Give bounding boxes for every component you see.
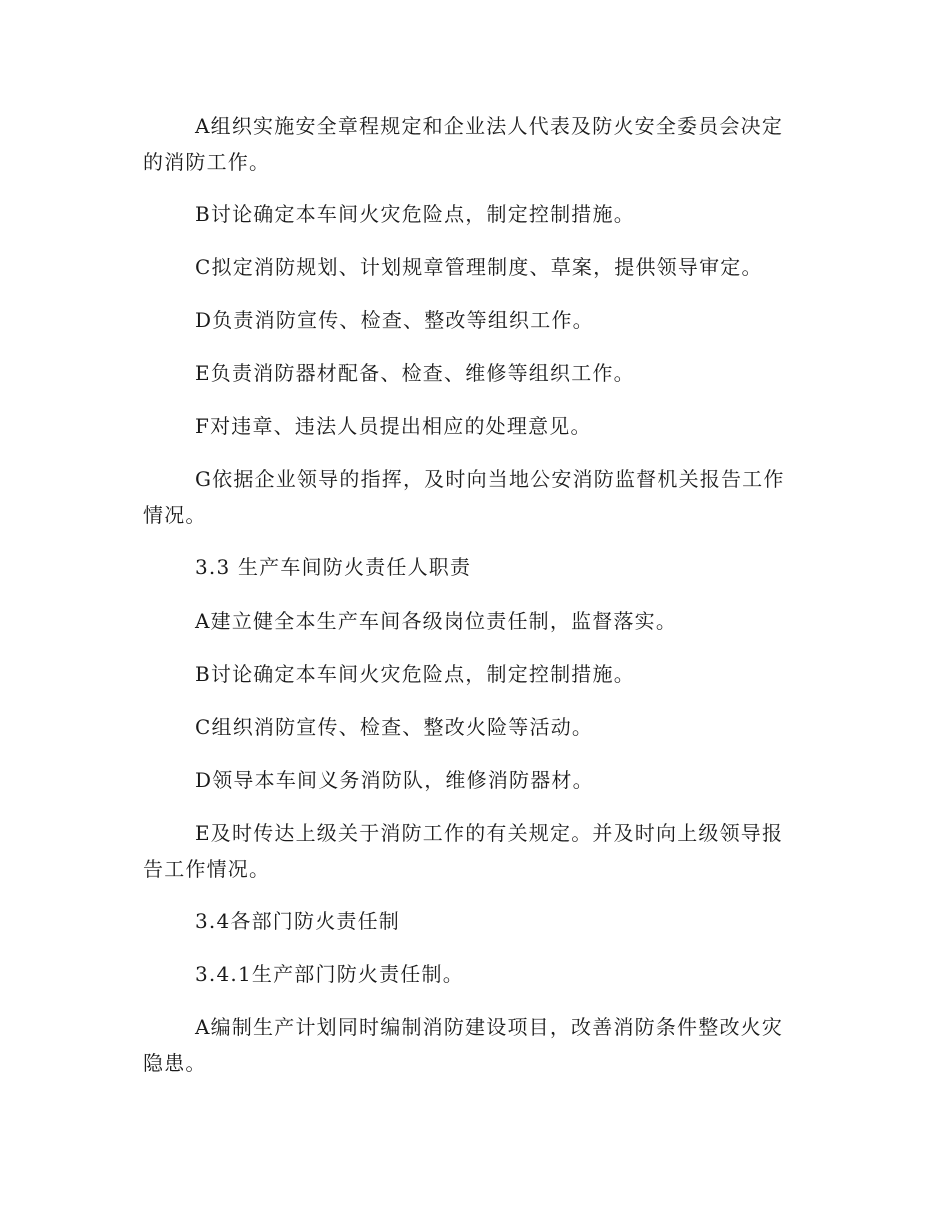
paragraph-a-organize: A组织实施安全章程规定和企业法人代表及防火安全委员会决定的消防工作。: [143, 114, 784, 174]
paragraph-d-publicity: D负责消防宣传、检查、整改等组织工作。: [195, 308, 594, 332]
paragraph-e-equipment: E负责消防器材配备、检查、维修等组织工作。: [195, 361, 635, 385]
paragraph-c-fire-plan: C拟定消防规划、计划规章管理制度、草案，提供领导审定。: [195, 255, 763, 279]
paragraph-f-violations: F对违章、违法人员提出相应的处理意见。: [195, 414, 592, 438]
paragraph-c-activities: C组织消防宣传、检查、整改火险等活动。: [195, 715, 594, 739]
paragraph-b-hazard-points: B讨论确定本车间火灾危险点，制定控制措施。: [195, 202, 635, 226]
section-heading-3-4-1: 3.4.1生产部门防火责任制。: [195, 962, 464, 986]
section-heading-3-4: 3.4各部门防火责任制: [195, 909, 401, 933]
paragraph-a-production-plan: A编制生产计划同时编制消防建设项目，改善消防条件整改火灾隐患。: [143, 1015, 784, 1075]
paragraph-a-responsibility: A建立健全本生产车间各级岗位责任制，监督落实。: [195, 609, 678, 633]
paragraph-b-hazard-points-2: B讨论确定本车间火灾危险点，制定控制措施。: [195, 662, 635, 686]
section-heading-3-3: 3.3 生产车间防火责任人职责: [195, 555, 472, 579]
paragraph-e-regulations: E及时传达上级关于消防工作的有关规定。并及时向上级领导报告工作情况。: [143, 821, 784, 881]
paragraph-d-fire-brigade: D领导本车间义务消防队，维修消防器材。: [195, 768, 594, 792]
paragraph-g-report: G依据企业领导的指挥，及时向当地公安消防监督机关报告工作情况。: [143, 467, 785, 527]
